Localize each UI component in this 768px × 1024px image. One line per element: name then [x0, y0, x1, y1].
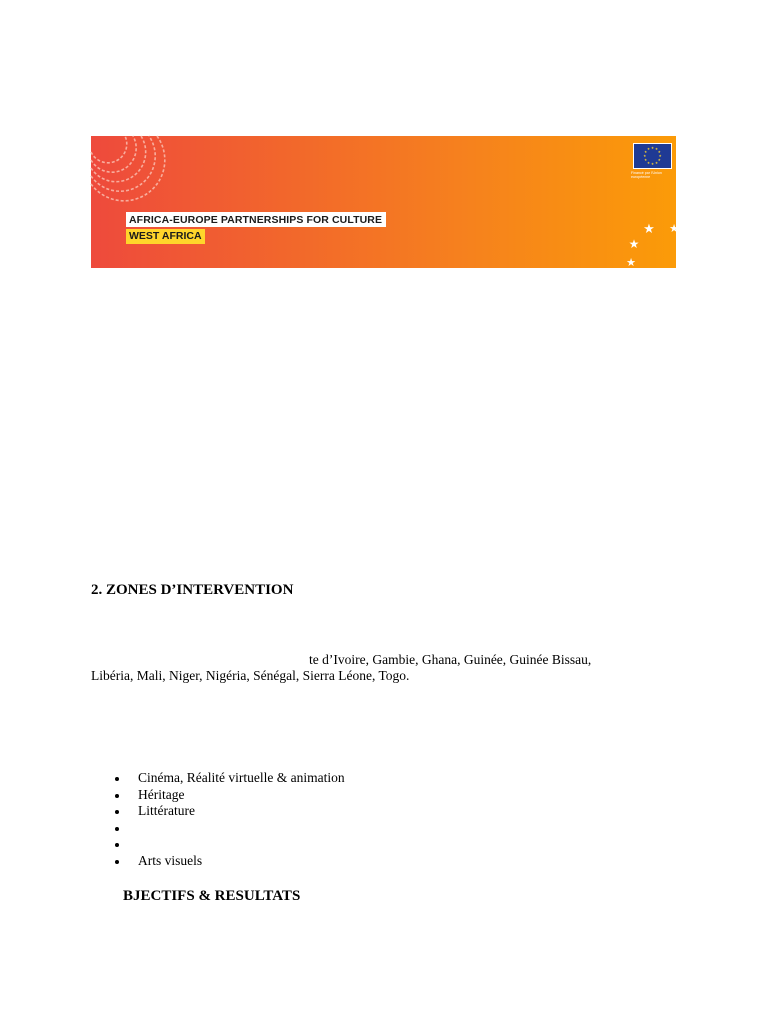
list-item-label: Cinéma, Réalité virtuelle & animation: [138, 770, 345, 785]
list-item: [112, 836, 345, 853]
disciplines-list: [112, 770, 345, 870]
list-item: [112, 770, 345, 787]
svg-text:★: ★: [657, 150, 661, 154]
list-item-label: Littérature: [138, 803, 195, 819]
svg-text:★: ★: [657, 158, 661, 162]
eu-funding-caption: Financé par l'Union européenne: [631, 171, 662, 179]
bullet-icon: [115, 810, 119, 814]
list-item-label: Arts visuels: [138, 852, 203, 868]
countries-text-line-2: Libéria, Mali, Niger, Nigéria, Sénégal, Sierra Léone, Togo.: [91, 668, 410, 683]
fingerprint-pattern: [91, 136, 171, 196]
section-heading-zones: 2. ZONES D’INTERVENTION: [91, 582, 294, 598]
bullet-icon: [115, 794, 119, 798]
list-item: [112, 820, 345, 837]
banner-subtitle: WEST AFRICA: [126, 229, 205, 244]
decorative-stars-icon: [616, 218, 679, 269]
bullet-icon: [115, 860, 119, 864]
eu-flag-icon: [633, 143, 672, 169]
svg-text:★: ★: [669, 222, 679, 235]
list-item: [112, 853, 345, 870]
svg-text:★: ★: [650, 146, 655, 150]
svg-text:★: ★: [654, 161, 659, 165]
program-banner: [91, 136, 679, 269]
svg-text:★: ★: [643, 222, 655, 237]
banner-title: AFRICA-EUROPE PARTNERSHIPS FOR CULTURE: [126, 212, 386, 227]
list-item: [112, 787, 345, 804]
svg-text:★: ★: [644, 158, 648, 162]
svg-text:★: ★: [646, 161, 651, 165]
svg-text:★: ★: [650, 162, 655, 166]
svg-text:★: ★: [658, 154, 662, 158]
bullet-icon: [115, 843, 119, 847]
bullet-icon: [115, 777, 119, 781]
svg-text:★: ★: [644, 150, 648, 154]
svg-text:★: ★: [646, 147, 651, 151]
list-item-label: Héritage: [138, 786, 185, 802]
svg-text:★: ★: [626, 256, 636, 269]
list-item: [112, 803, 345, 820]
countries-text-line-1: te d’Ivoire, Gambie, Ghana, Guinée, Guinée Bissau,: [309, 652, 592, 667]
section-heading-objectives: BJECTIFS & RESULTATS: [123, 888, 301, 904]
bullet-icon: [115, 827, 119, 831]
svg-text:★: ★: [628, 237, 640, 251]
svg-text:★: ★: [643, 154, 647, 158]
svg-text:★: ★: [654, 147, 659, 151]
